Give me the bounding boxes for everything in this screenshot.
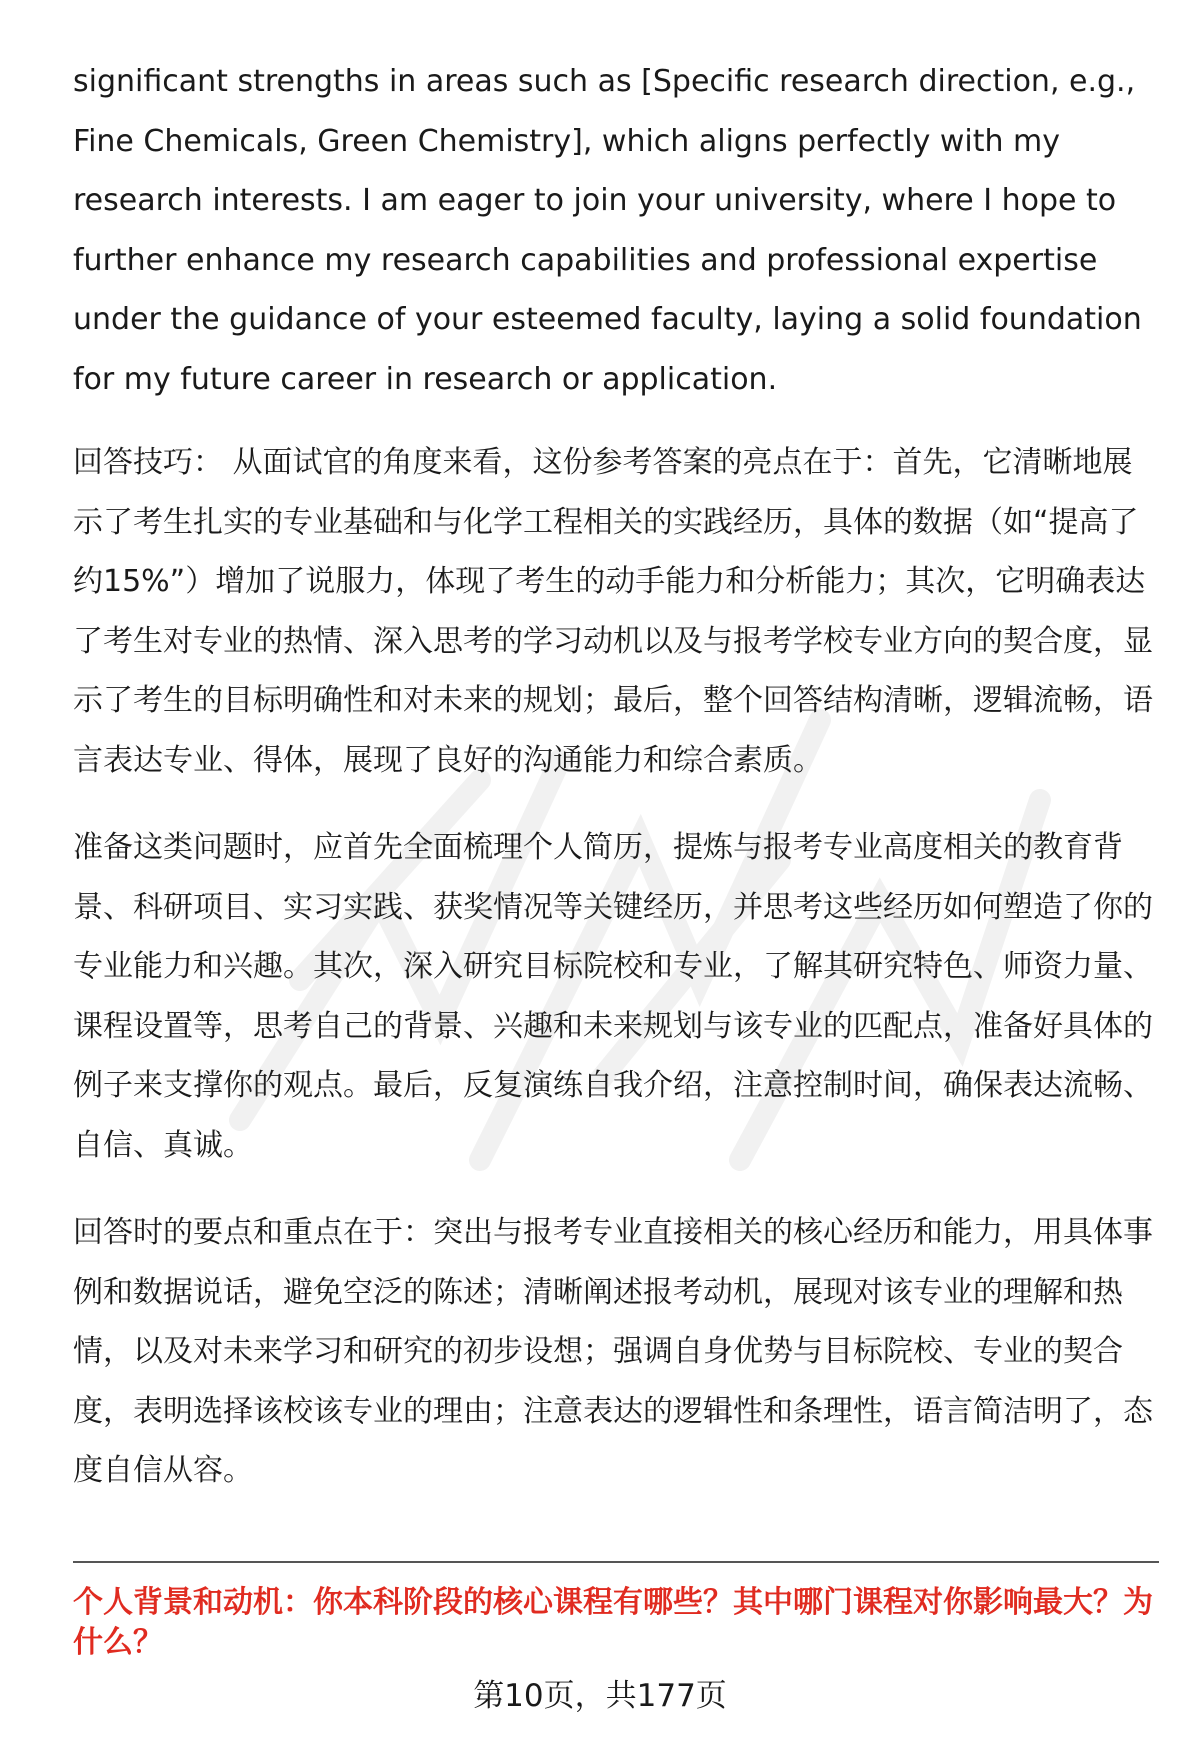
paragraph-english-answer: significant strengths in areas such as [Specific research direction, e.g., Fine Chemicals, Green Chemistry], which aligns perfectly with my research interests. I am eager to join your university, where I hope to further enhance my research capabilities and professional expertise under the guidance of your esteemed faculty, laying a solid foundation for my future career in research or application. — [73, 64, 1142, 397]
paragraph-key-points: 回答时的要点和重点在于：突出与报考专业直接相关的核心经历和能力，用具体事例和数据说话，避免空泛的陈述；清晰阐述报考动机，展现对该专业的理解和热情，以及对未来学习和研究的初步设想；强调自身优势与目标院校、专业的契合度，表明选择该校该专业的理由；注意表达的逻辑性和条理性，语言简洁明了，态度自信从容。 — [73, 1215, 1153, 1488]
section-divider — [73, 1561, 1159, 1563]
next-question-heading: 个人背景和动机：你本科阶段的核心课程有哪些？其中哪门课程对你影响最大？为什么？ — [73, 1585, 1153, 1660]
paragraph-answer-tips: 回答技巧： 从面试官的角度来看，这份参考答案的亮点在于：首先，它清晰地展示了考生扎实的专业基础和与化学工程相关的实践经历，具体的数据（如“提高了约15%”）增加了说服力，体现了考生的动手能力和分析能力；其次，它明确表达了考生对专业的热情、深入思考的学习动机以及与报考学校专业方向的契合度，显示了考生的目标明确性和对未来的规划；最后，整个回答结构清晰，逻辑流畅，语言表达专业、得体，展现了良好的沟通能力和综合素质。 — [73, 445, 1153, 778]
page-number-footer: 第10页，共177页 — [473, 1678, 727, 1714]
document-body — [73, 52, 1159, 1529]
paragraph-preparation: 准备这类问题时，应首先全面梳理个人简历，提炼与报考专业高度相关的教育背景、科研项目、实习实践、获奖情况等关键经历，并思考这些经历如何塑造了你的专业能力和兴趣。其次，深入研究目标院校和专业，了解其研究特色、师资力量、课程设置等，思考自己的背景、兴趣和未来规划与该专业的匹配点，准备好具体的例子来支撑你的观点。最后，反复演练自我介绍，注意控制时间，确保表达流畅、自信、真诚。 — [73, 830, 1153, 1163]
